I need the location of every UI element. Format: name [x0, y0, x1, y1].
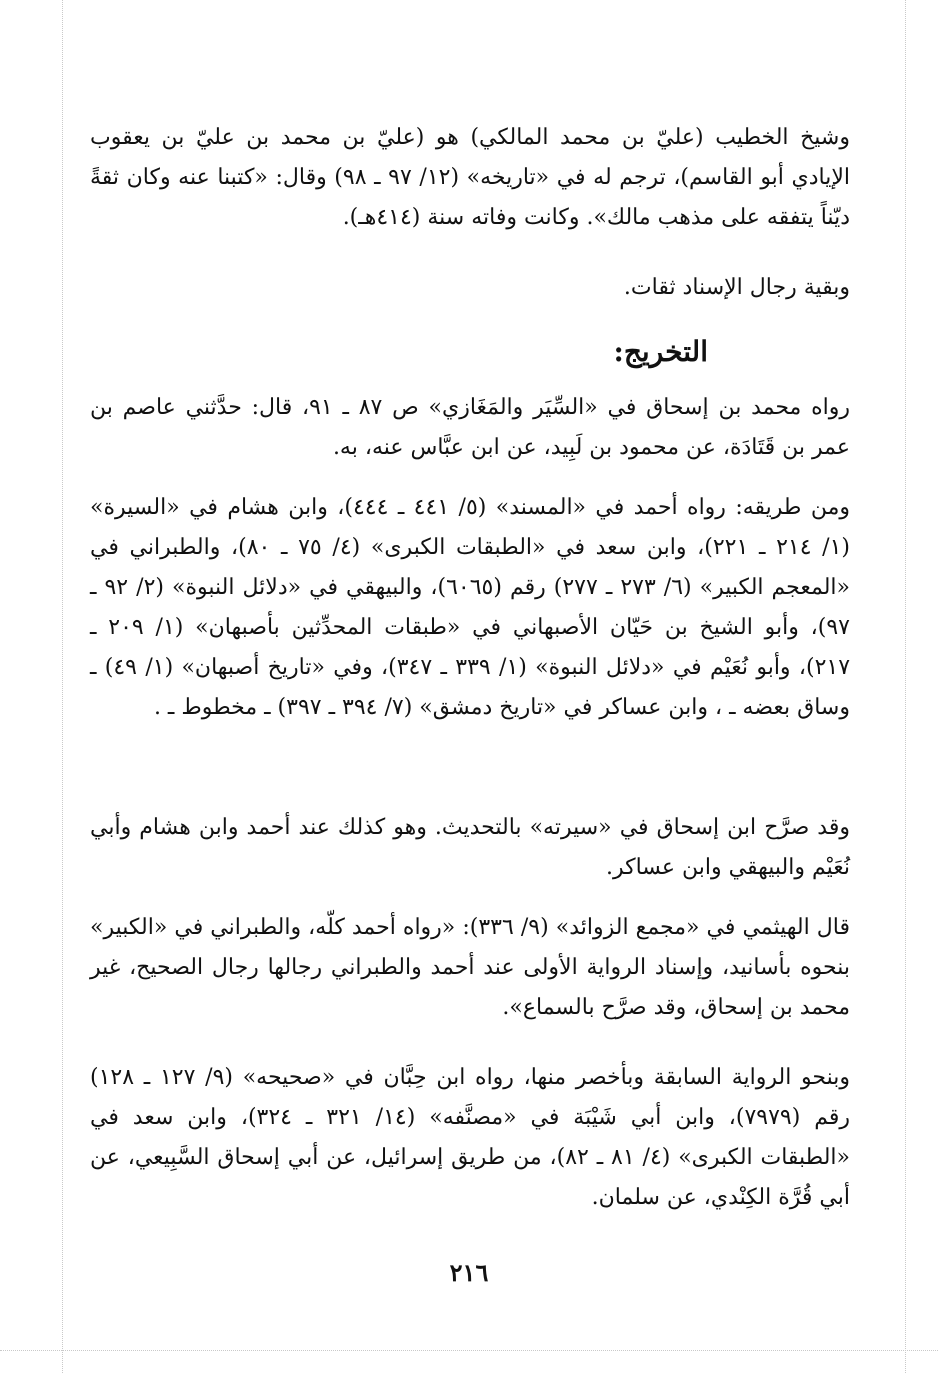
scan-edge-bottom: [0, 1350, 938, 1351]
paragraph-min-tariqihi: ومن طريقه: رواه أحمد في «المسند» (٥/ ٤٤١ ـ ٤٤٤)، وابن هشام في «السيرة» (١/ ٢١٤ ـ ٢٢١)، وابن سعد في «الطبقات الكبرى» (٤/ ٧٥ ـ ٨٠)، والطبراني في «المعجم الكبير» (٦/ ٢٧٣ ـ ٢٧٧) رقم (٦٠٦٥)، والبيهقي في «دلائل النبوة» (٢/ ٩٢ ـ ٩٧)، وأبو الشيخ بن حَيّان الأصبهاني في «طبقات المحدِّثين بأصبهان» (١/ ٢٠٩ ـ ٢١٧)، وأبو نُعَيْم في «دلائل النبوة» (١/ ٣٣٩ ـ ٣٤٧)، وفي «تاريخ أصبهان» (١/ ٤٩) ـ وساق بعضه ـ ، وابن عساكر في «تاريخ دمشق» (٧/ ٣٩٤ ـ ٣٩٧) ـ مخطوط ـ .: [90, 495, 851, 720]
paragraph-4-container: [90, 488, 850, 728]
paragraph-2-container: [90, 268, 850, 308]
paragraph-binahw: وبنحو الرواية السابقة وبأخصر منها، رواه ابن حِبَّان في «صحيحه» (٩/ ١٢٧ ـ ١٢٨) رقم (٧٩٧٩)، وابن أبي شَيْبَة في «مصنَّفه» (١٤/ ٣٢١ ـ ٣٢٤)، وابن سعد في «الطبقات الكبرى» (٤/ ٨١ ـ ٨٢)، من طريق إسرائيل، عن أبي إسحاق السَّبِيعي، عن أبي قُرَّة الكِنْدي، عن سلمان.: [90, 1065, 851, 1210]
section-heading-takhrij: التخريج:: [613, 335, 708, 368]
paragraph-7-container: [90, 1058, 850, 1218]
paragraph-5-container: [90, 808, 850, 888]
paragraph-1-container: [90, 118, 850, 238]
paragraph-haythami: قال الهيثمي في «مجمع الزوائد» (٩/ ٣٣٦): «رواه أحمد كلّه، والطبراني في «الكبير» بنحوه بأسانيد، وإسناد الرواية الأولى عند أحمد والطبراني رجالها رجال الصحيح، غير محمد بن إسحاق، وقد صرَّح بالسماع».: [90, 915, 851, 1020]
page-number: ٢١٦: [449, 1258, 489, 1287]
paragraph-sarraha: وقد صرَّح ابن إسحاق في «سيرته» بالتحديث. وهو كذلك عند أحمد وابن هشام وأبي نُعَيْم والبيهقي وابن عساكر.: [90, 815, 850, 880]
scan-edge-left: [62, 0, 63, 1373]
paragraph-sheikh-khatib: وشيخ الخطيب (عليّ بن محمد المالكي) هو (عليّ بن محمد بن عليّ بن يعقوب الإيادي أبو القاسم)، ترجم له في «تاريخه» (١٢/ ٩٧ ـ ٩٨) وقال: «كتبنا عنه وكان ثقةً ديّناً يتفقه على مذهب مالك». وكانت وفاته سنة (٤١٤هـ).: [90, 125, 851, 230]
paragraph-6-container: [90, 908, 850, 1028]
scan-edge-right: [905, 0, 906, 1373]
paragraph-ibn-ishaq: رواه محمد بن إسحاق في «السِّيَر والمَغَازي» ص ٨٧ ـ ٩١، قال: حدَّثني عاصم بن عمر بن قَتَادَة، عن محمود بن لَبِيد، عن ابن عبَّاس عنه، به.: [90, 395, 850, 460]
paragraph-3-container: [90, 388, 850, 468]
paragraph-narrators-trusted: وبقية رجال الإسناد ثقات.: [623, 275, 850, 300]
